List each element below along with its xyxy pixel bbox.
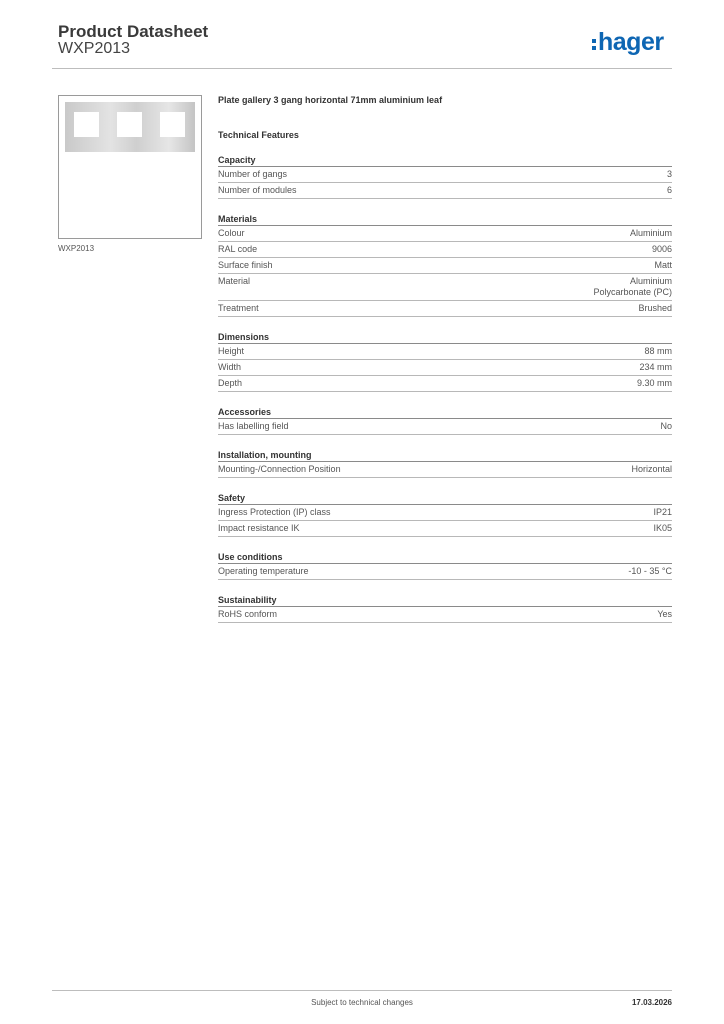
feature-value-line: Aluminium [629,276,672,286]
plate-opening [160,112,185,137]
plate-opening [117,112,142,137]
feature-section [218,488,672,537]
footer-note: Subject to technical changes [311,998,413,1007]
feature-row [218,419,672,435]
feature-row [218,258,672,274]
feature-value-line: No [660,421,672,431]
feature-sections [218,150,672,623]
feature-label: Depth [218,378,243,388]
feature-value-line: 3 [666,169,672,179]
feature-section [218,445,672,478]
feature-value [667,169,672,180]
feature-row [218,376,672,392]
feature-value [667,185,672,196]
header-divider [52,68,672,69]
footer-date: 17.03.2026 [631,998,672,1007]
feature-value [593,276,672,298]
feature-label: Width [218,362,242,372]
feature-value [657,609,672,620]
feature-value [628,566,672,577]
feature-label: RoHS conform [218,609,278,619]
feature-row [218,521,672,537]
feature-label: Impact resistance IK [218,523,300,533]
feature-row [218,607,672,623]
feature-row [218,462,672,478]
feature-value-line: 9.30 mm [636,378,672,388]
feature-value [639,362,672,373]
feature-row [218,360,672,376]
feature-value [644,346,672,357]
hager-logo [592,28,664,56]
feature-value-line: Horizontal [631,464,672,474]
feature-label: Has labelling field [218,421,289,431]
plate-illustration [65,102,195,152]
feature-value [638,303,672,314]
section-title: Use conditions [218,547,672,564]
section-title: Capacity [218,150,672,167]
feature-section [218,150,672,199]
feature-value-line: 234 mm [639,362,672,372]
feature-value [652,244,672,255]
feature-value [631,464,672,475]
logo-dots-icon [592,39,596,50]
datasheet-content [218,90,672,633]
feature-label: Colour [218,228,245,238]
feature-section [218,402,672,435]
feature-value [637,378,672,389]
feature-label: Material [218,276,251,286]
feature-value-line: Yes [657,609,672,619]
feature-label: Surface finish [218,260,273,270]
feature-row [218,183,672,199]
feature-value-line: IP21 [653,507,672,517]
feature-value [660,421,672,432]
feature-label: Ingress Protection (IP) class [218,507,331,517]
feature-value-line: 9006 [651,244,672,254]
feature-value-line: Polycarbonate (PC) [593,287,672,297]
feature-value [653,507,672,518]
product-image-caption: WXP2013 [58,244,95,253]
feature-value-line: Matt [654,260,672,270]
feature-value [653,523,672,534]
feature-label: Treatment [218,303,259,313]
feature-value [630,228,672,239]
feature-value-line: Brushed [638,303,672,313]
feature-row [218,226,672,242]
feature-value [654,260,672,271]
section-title: Materials [218,209,672,226]
section-title: Accessories [218,402,672,419]
feature-row [218,167,672,183]
section-title: Sustainability [218,590,672,607]
page-title: Product Datasheet [58,22,209,41]
feature-label: RAL code [218,244,258,254]
section-title: Dimensions [218,327,672,344]
technical-features-title: Technical Features [218,130,299,140]
feature-label: Height [218,346,245,356]
section-title: Installation, mounting [218,445,672,462]
feature-value-line: 6 [666,185,672,195]
product-image [58,95,202,239]
feature-label: Number of gangs [218,169,288,179]
feature-value-line: IK05 [653,523,672,533]
feature-value-line: 88 mm [644,346,672,356]
product-description: Plate gallery 3 gang horizontal 71mm aluminium leaf [218,95,443,105]
feature-value-line: Aluminium [629,228,672,238]
feature-row [218,301,672,317]
feature-value-line: -10 - 35 °C [628,566,672,576]
plate-opening [74,112,99,137]
footer-divider [52,990,672,991]
logo-text: hager [598,27,664,56]
feature-section [218,327,672,392]
feature-label: Mounting-/Connection Position [218,464,341,474]
feature-row [218,505,672,521]
feature-row [218,344,672,360]
feature-section [218,590,672,623]
product-code: WXP2013 [58,40,131,57]
section-title: Safety [218,488,672,505]
feature-row [218,564,672,580]
feature-label: Number of modules [218,185,297,195]
feature-row [218,242,672,258]
feature-row [218,274,672,301]
feature-label: Operating temperature [218,566,309,576]
feature-section [218,547,672,580]
feature-section [218,209,672,317]
